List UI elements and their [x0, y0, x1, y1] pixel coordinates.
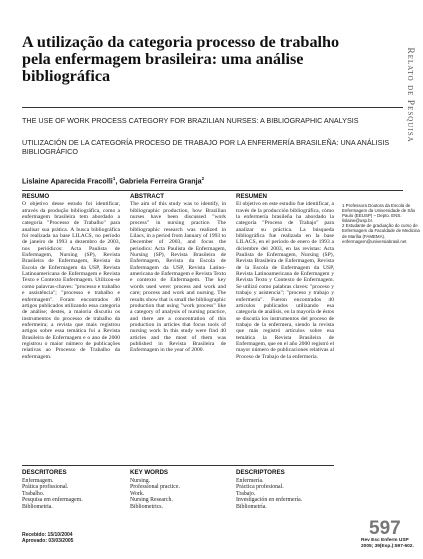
- authors-divider: [22, 190, 403, 191]
- descritores-item: Bibliometria.: [22, 503, 53, 510]
- author-name: Gabriela Ferreira Granja: [119, 176, 202, 186]
- abstract-section: [130, 194, 226, 354]
- keywords-item: Nursing Research.: [130, 497, 173, 503]
- title-english: THE USE OF WORK PROCESS CATEGORY FOR BRAZILIAN NURSES: A BIBLIOGRAPHIC ANALYSIS: [22, 116, 359, 125]
- keywords-divider: [22, 465, 334, 466]
- descritores-section: [22, 470, 122, 510]
- descriptores-section: [236, 470, 336, 510]
- resumo-section: [22, 194, 120, 360]
- resumen-section: [236, 194, 334, 360]
- author-affiliation-marker: 1: [112, 176, 116, 181]
- descriptores-item: Bibliometría.: [236, 503, 267, 510]
- resumo-text: O objetivo desse estudo foi identificar, através da produção bibliográfica, como a enfermagem brasileira tem abordado a categoria "Processo de Trabalho" para analisar sua prática. A busca bibliográfica foi realizada na base LILACS, no período de janeiro de 1993 a dezembro de 2003, nos periódicos: Acta Paulista de Enfermagem, Nursing (SP), Revista Brasileira de Enfermagem, Revista da Escola de Enfermagem da USP, Revista Latinoamericana de Enfermagem e Revista Texto e Contexto Enfermagem. Utilizou-se como palavras-chaves: "processo e trabalho e assistência"; "processo e trabalho e enfermagem". Foram encontrados 40 artigos publicados utilizando essa categoria de análise; destes, a maioria discutiu os instrumentos do processo de trabalho da enfermeira; a revista que mais registrou artigos sobre essa temática foi a Revista Brasileira de Enfermagem e o ano de 2000 registrou o maior número de publicações relativas ao Processo de Trabalho da enfermagem.: [22, 201, 120, 360]
- abstract-text: The aim of this study was to identify, in bibliographic production, how Brazilian nurses have been discussed "work process" in nursing practice. The bibliographic research was realized in Lilacs, in a period from January of 1993 to December of 2003, and focus the periodics: Acta Paulista de Enfermagem, Nursing (SP), Revista Brasileira de Enfermagem, Revista da Escola de Enfermagem da USP, Revista Latino-americana de Enfermagem e Revista Texto e contexto de Enfermagem. The key words used were: process and work and care; process and work and nursing. The results show that is small the bibliographic production that using "work process" like a category of analysis of nursing practice, and there are a concentration of this production in articles that focus tools of nursing work In this study were find 40 articles and the most of them was published in Revista Brasileira de Enfermagem in the year of 2000.: [130, 201, 226, 354]
- author-affiliation-marker: 2: [201, 176, 205, 181]
- keywords-item: Work.: [130, 490, 145, 497]
- keywords-section: [130, 470, 230, 510]
- descriptores-item: Enfermería.: [236, 477, 264, 484]
- resumen-text: El objetivo en este estudio fue identificar, a través de la producción bibliográfica, cómo la enfermería brasileña ha abordado la categoría "Proceso de Trabajo" para analizar su práctica. La búsqueda bibliográfica fue realizada en la base LILACS, en el período de enero de 1993 a diciembre del 2003, en las revistas: Acta Paulista de Enfermagem, Nursing (SP), Revista Brasileira de Enfermagem, Revista de la Escola de Enfermagem da USP, Revista Latinoamericana de Enfermagem y Revista Texto y Contexto de Enfermagem. Se utilizó como palabras claves: "proceso y trabajo y asistencia"; "proceso y trabajo y enfermería". Fueron encontrados 40 artículos publicados utilizando esa categoría de análisis, en la mayoría de éstos se discutía los instrumentos del proceso de trabajo de la enfermera, siendo la revista que más registró artículos sobre esa temática la Revista Brasileira de Enfermagem, que en el año 2000 registró el mayor número de publicaciones relativas al Proceso de Trabajo de la enfermería.: [236, 201, 334, 360]
- descritores-item: Pesquisa em enfermagem.: [22, 497, 83, 503]
- footnote-1: 1 Professora Doutora da Escola de Enfermagem da Universidade de São Paulo (EEUSP) – Depto. ENS. lislaine@usp.br.: [342, 203, 416, 224]
- received-date: Recebido: 15/10/2004: [22, 532, 73, 538]
- descritores-heading: DESCRITORES: [22, 469, 67, 476]
- descritores-item: Prática profissional.: [22, 484, 69, 490]
- descritores-item: Trabalho.: [22, 490, 45, 497]
- title-spanish: UTILIZACIÓN DE LA CATEGORÍA PROCESO DE TRABAJO POR LA ENFERMERÍA BRASILEÑA: UNA ANÁLISIS BIBLIOGRÁFICO: [22, 138, 390, 156]
- descriptores-item: Investigación en enfermería.: [236, 497, 303, 503]
- journal-name: Rev Esc Enferm USP: [361, 538, 409, 543]
- journal-volume: 2005; 39(Esp.):597-602.: [361, 543, 414, 549]
- author-name: Lislaine Aparecida Fracolli: [22, 176, 113, 186]
- abstract-heading: ABSTRACT: [130, 193, 165, 200]
- keywords-item: Nursing.: [130, 477, 151, 484]
- descriptores-item: Trabajo.: [236, 490, 256, 497]
- title-divider: [22, 107, 403, 108]
- approved-date: Aprovado: 03/03/2005: [22, 538, 74, 544]
- keywords-heading: KEY WORDS: [130, 469, 169, 476]
- submission-dates: [22, 532, 73, 544]
- footnote-2: 2 Estudante de graduação do curso de Enfermagem da Faculdade de Medicina de Marília (FAMEMA). enfermagem@universiabrasil.net: [342, 223, 420, 244]
- authors-line: [22, 176, 204, 185]
- descriptores-heading: DESCRIPTORES: [236, 469, 285, 476]
- descriptores-item: Práctica profesional.: [236, 484, 284, 490]
- resumen-heading: RESUMEN: [236, 193, 267, 200]
- keywords-item: Bibliometrics.: [130, 503, 164, 510]
- section-label-text: Relato de Pesquisa: [405, 47, 415, 143]
- author-separator: ,: [115, 176, 120, 186]
- journal-citation: [361, 538, 421, 549]
- author-footnotes: [342, 203, 420, 244]
- resumo-heading: RESUMO: [22, 193, 50, 200]
- article-title: A utilização da categoria processo de trabalho pela enfermagem brasileira: uma análise bibliográfica: [22, 33, 340, 85]
- page-number: 597: [369, 518, 401, 539]
- keywords-item: Professional practice.: [130, 484, 180, 490]
- descritores-item: Enfermagem.: [22, 477, 54, 484]
